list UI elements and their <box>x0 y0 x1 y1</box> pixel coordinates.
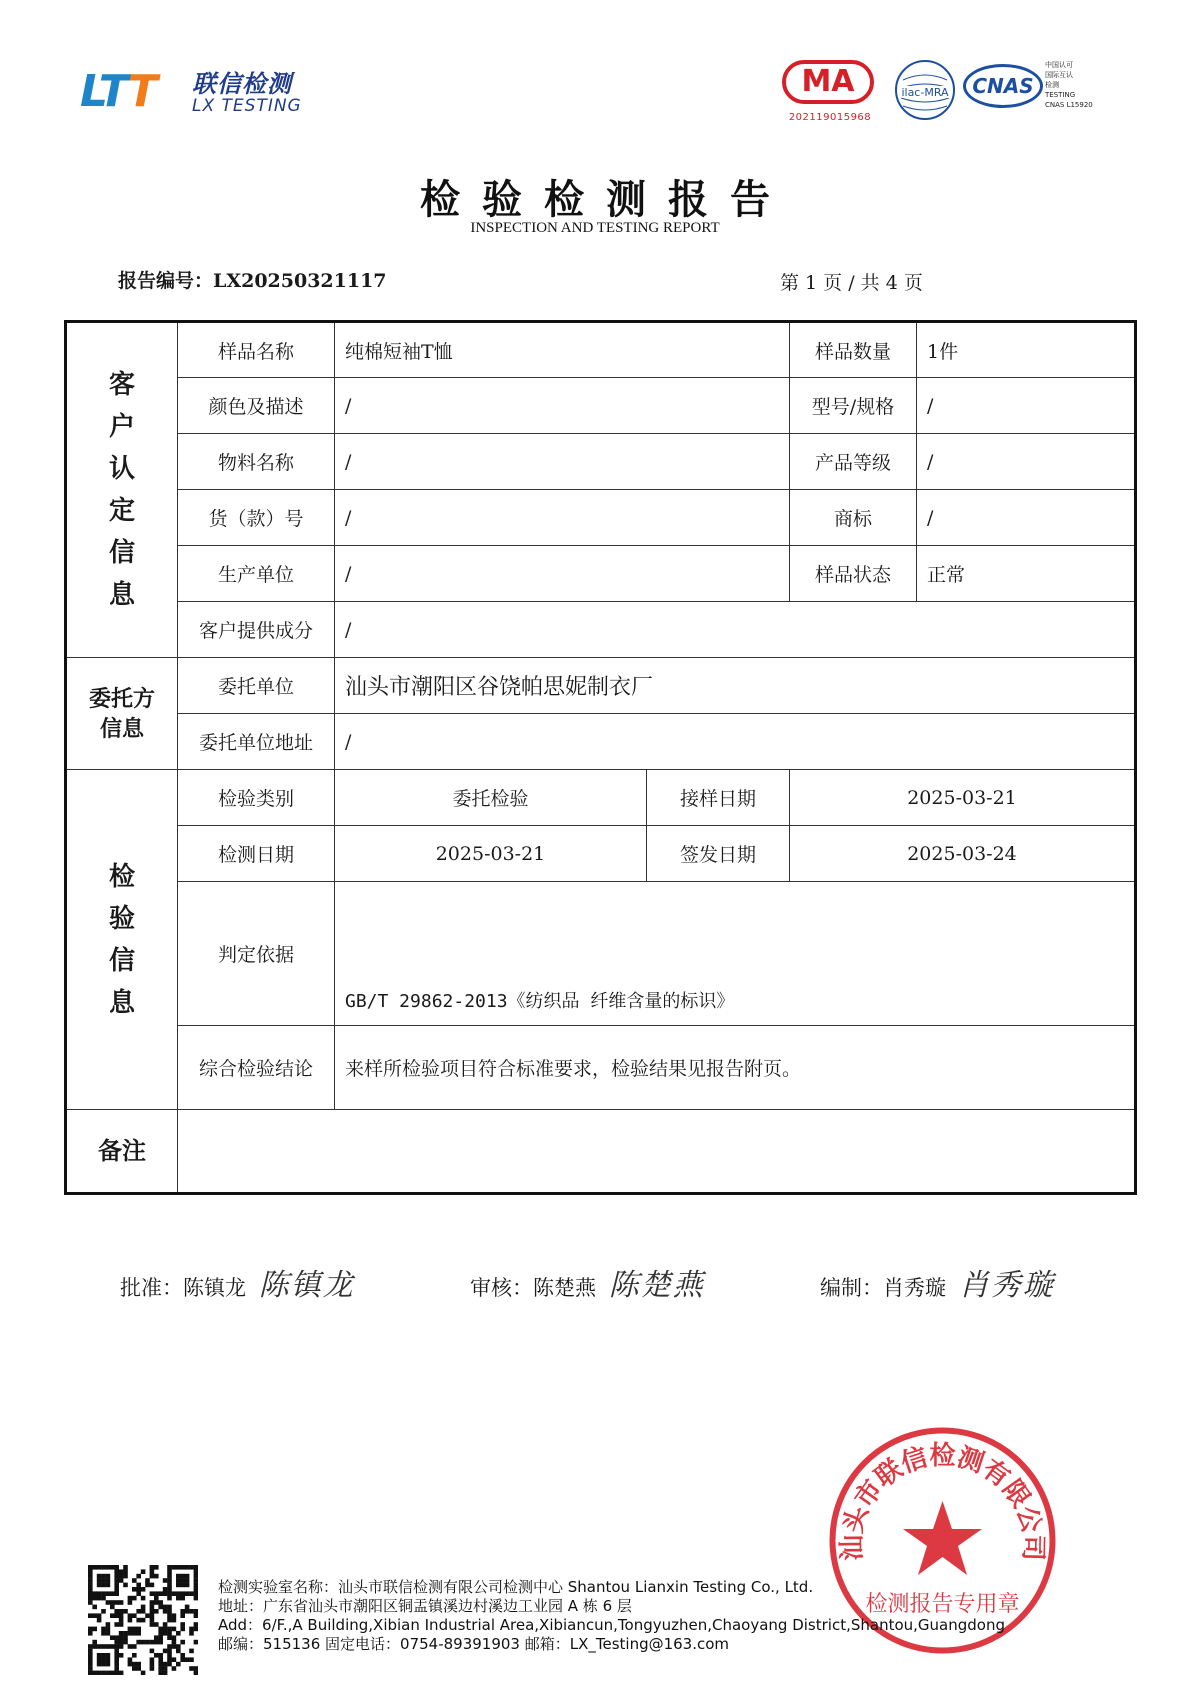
table-row <box>66 714 1136 770</box>
inspection-type-value: 委托检验 <box>335 770 647 826</box>
cnas-logo-text: CNAS <box>963 64 1043 108</box>
table-row <box>66 1110 1136 1194</box>
compiler-signature <box>820 1260 1055 1304</box>
item-no-label: 货（款）号 <box>178 490 335 546</box>
issue-date-label: 签发日期 <box>647 826 790 882</box>
issue-date-value: 2025-03-24 <box>790 826 1136 882</box>
table-row <box>66 826 1136 882</box>
logo-english-name: LX TESTING <box>192 96 302 116</box>
inspection-group-label: 检验信息 <box>66 770 178 1110</box>
consignor-address-value: / <box>335 714 1136 770</box>
table-row <box>66 770 1136 826</box>
ilac-mra-icon <box>893 58 957 122</box>
brand-value: / <box>917 490 1136 546</box>
reviewer-label: 审核：陈楚燕 <box>470 1276 596 1300</box>
conclusion-value: 来样所检验项目符合标准要求，检验结果见报告附页。 <box>335 1026 1136 1110</box>
cma-logo-text: MA <box>782 60 874 104</box>
table-row <box>66 378 1136 434</box>
report-title: 检验检测报告 <box>420 176 792 223</box>
logo-chinese-name: 联信检测 <box>192 70 292 98</box>
sample-name-value: 纯棉短袖T恤 <box>335 322 790 378</box>
compiler-label: 编制：肖秀璇 <box>820 1276 946 1300</box>
table-row <box>66 546 1136 602</box>
composition-value: / <box>335 602 1136 658</box>
inspection-type-label: 检验类别 <box>178 770 335 826</box>
color-value: / <box>335 378 790 434</box>
report-title-english: INSPECTION AND TESTING REPORT <box>470 220 720 236</box>
cnas-mark <box>963 64 1043 108</box>
composition-label: 客户提供成分 <box>178 602 335 658</box>
footer-lab-name: 检测实验室名称：汕头市联信检测有限公司检测中心 Shantou Lianxin Testing Co., Ltd. <box>218 1578 814 1596</box>
approver-label: 批准：陈镇龙 <box>120 1276 246 1300</box>
basis-value: GB/T 29862-2013《纺织品 纤维含量的标识》 <box>335 882 1136 1026</box>
cma-number: 202119015968 <box>788 112 872 123</box>
consignor-address-label: 委托单位地址 <box>178 714 335 770</box>
material-label: 物料名称 <box>178 434 335 490</box>
producer-value: / <box>335 546 790 602</box>
table-row <box>66 1026 1136 1110</box>
table-row <box>66 490 1136 546</box>
reviewer-signature <box>470 1260 705 1304</box>
table-row <box>66 602 1136 658</box>
material-value: / <box>335 434 790 490</box>
test-date-value: 2025-03-21 <box>335 826 647 882</box>
sample-state-value: 正常 <box>917 546 1136 602</box>
sample-name-label: 样品名称 <box>178 322 335 378</box>
conclusion-label: 综合检验结论 <box>178 1026 335 1110</box>
approver-handwritten-signature: 陈镇龙 <box>258 1268 355 1303</box>
consignor-group-label: 委托方信息 <box>66 658 178 770</box>
table-row <box>66 434 1136 490</box>
svg-text:ilac-MRA: ilac-MRA <box>901 86 949 99</box>
client-info-group-label: 客户认定信息 <box>66 322 178 658</box>
grade-value: / <box>917 434 1136 490</box>
report-number: 报告编号：LX20250321117 <box>118 270 387 292</box>
remarks-label: 备注 <box>66 1110 178 1194</box>
receive-date-value: 2025-03-21 <box>790 770 1136 826</box>
test-date-label: 检测日期 <box>178 826 335 882</box>
footer-postal-phone-email: 邮编：515136 固定电话：0754-89391903 邮箱：LX_Testing@163.com <box>218 1635 730 1653</box>
receive-date-label: 接样日期 <box>647 770 790 826</box>
svg-text:检测报告专用章: 检测报告专用章 <box>865 1592 1020 1617</box>
model-label: 型号/规格 <box>790 378 917 434</box>
sample-qty-value: 1件 <box>917 322 1136 378</box>
brand-label: 商标 <box>790 490 917 546</box>
consignor-unit-value: 汕头市潮阳区谷饶帕思妮制衣厂 <box>335 658 1136 714</box>
footer-contact-info <box>218 1578 1005 1654</box>
item-no-value: / <box>335 490 790 546</box>
approver-signature <box>120 1260 355 1304</box>
table-row <box>66 882 1136 1026</box>
svg-text:汕头市联信检测有限公司: 汕头市联信检测有限公司 <box>837 1441 1048 1562</box>
reviewer-handwritten-signature: 陈楚燕 <box>608 1268 705 1303</box>
sample-qty-label: 样品数量 <box>790 322 917 378</box>
cma-mark <box>780 56 880 126</box>
qr-code <box>88 1565 198 1675</box>
basis-label: 判定依据 <box>178 882 335 1026</box>
footer-address-cn: 地址：广东省汕头市潮阳区铜盂镇溪边村溪边工业园 A 栋 6 层 <box>218 1597 632 1615</box>
table-row <box>66 658 1136 714</box>
cnas-accreditation-text: 中国认可 国际互认 检测 TESTING CNAS L15920 <box>1045 61 1093 109</box>
sample-state-label: 样品状态 <box>790 546 917 602</box>
table-row <box>66 322 1136 378</box>
logo-mark: LTT <box>80 66 156 117</box>
company-logo <box>80 62 310 122</box>
consignor-unit-label: 委托单位 <box>178 658 335 714</box>
report-table <box>64 320 1137 1195</box>
compiler-handwritten-signature: 肖秀璇 <box>958 1268 1055 1303</box>
grade-label: 产品等级 <box>790 434 917 490</box>
producer-label: 生产单位 <box>178 546 335 602</box>
model-value: / <box>917 378 1136 434</box>
page-indicator: 第 1 页 / 共 4 页 <box>780 272 923 294</box>
color-label: 颜色及描述 <box>178 378 335 434</box>
remarks-value <box>178 1110 1136 1194</box>
footer-address-en: Add：6/F.,A Building,Xibian Industrial Area,Xibiancun,Tongyuzhen,Chaoyang District,Shantou,Guangdong <box>218 1616 1005 1634</box>
